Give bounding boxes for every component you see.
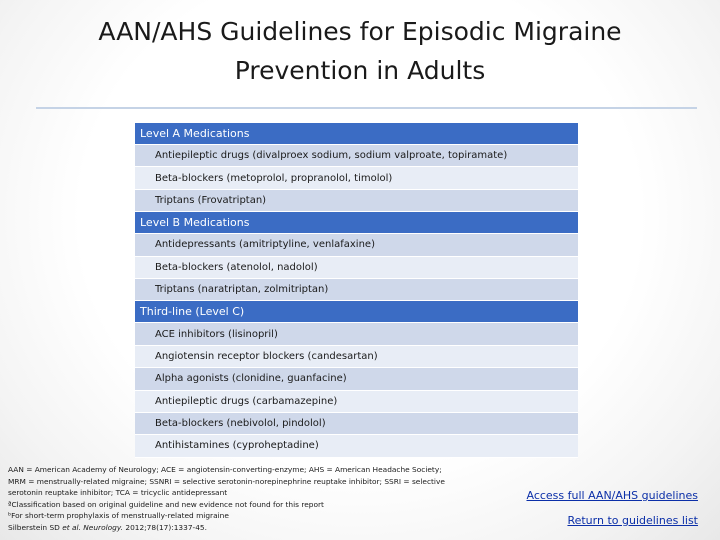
return-to-guidelines-link[interactable]: Return to guidelines list bbox=[567, 514, 698, 527]
table-row: Antihistamines (cyproheptadine) bbox=[135, 435, 578, 457]
footnote-b: ᵇFor short-term prophylaxis of menstrually-related migraine bbox=[8, 511, 229, 521]
citation-journal: et al. Neurology. bbox=[62, 522, 124, 532]
access-full-guidelines-link[interactable]: Access full AAN/AHS guidelines bbox=[526, 489, 698, 502]
table-row: Antiepileptic drugs (carbamazepine) bbox=[135, 391, 578, 413]
table-row: ACE inhibitors (lisinopril) bbox=[135, 323, 578, 345]
footnote-abbreviations-3: serotonin reuptake inhibitor; TCA = tricyclic antidepressant bbox=[8, 488, 228, 498]
table-row: Beta-blockers (nebivolol, pindolol) bbox=[135, 413, 578, 435]
table-row: Alpha agonists (clonidine, guanfacine) bbox=[135, 368, 578, 390]
citation bbox=[8, 522, 503, 534]
title-line-2: Prevention in Adults bbox=[234, 56, 486, 85]
section-header-level-c: Third-line (Level C) bbox=[135, 301, 578, 323]
footnote-abbreviations-1: AAN = American Academy of Neurology; ACE = angiotensin-converting-enzyme; AHS = American Headache Society; bbox=[8, 465, 442, 474]
table-row: Antidepressants (amitriptyline, venlafaxine) bbox=[135, 234, 578, 256]
footnote-abbreviations-2: MRM = menstrually-related migraine; SSNRI = selective serotonin-norepinephrine reuptake inhibitor; SSRI = selective bbox=[8, 476, 445, 486]
section-header-level-b: Level B Medications bbox=[135, 212, 578, 234]
footnote-a: ªClassification based on original guideline and new evidence not found for this report bbox=[8, 499, 324, 509]
citation-author: Silberstein SD bbox=[8, 522, 63, 532]
section-header-level-a: Level A Medications bbox=[135, 123, 578, 145]
citation-volume: 2012;78(17):1337-45. bbox=[123, 522, 207, 532]
footnotes bbox=[8, 464, 503, 534]
table-row: Triptans (Frovatriptan) bbox=[135, 190, 578, 212]
table-row: Triptans (naratriptan, zolmitriptan) bbox=[135, 279, 578, 301]
table-row: Beta-blockers (metoprolol, propranolol, timolol) bbox=[135, 167, 578, 189]
table-row: Beta-blockers (atenolol, nadolol) bbox=[135, 257, 578, 279]
guidelines-table bbox=[135, 123, 578, 458]
page-title bbox=[40, 12, 680, 90]
title-divider bbox=[36, 107, 697, 109]
table-row: Antiepileptic drugs (divalproex sodium, sodium valproate, topiramate) bbox=[135, 145, 578, 167]
title-line-1: AAN/AHS Guidelines for Episodic Migraine bbox=[98, 17, 622, 46]
table-row: Angiotensin receptor blockers (candesartan) bbox=[135, 346, 578, 368]
